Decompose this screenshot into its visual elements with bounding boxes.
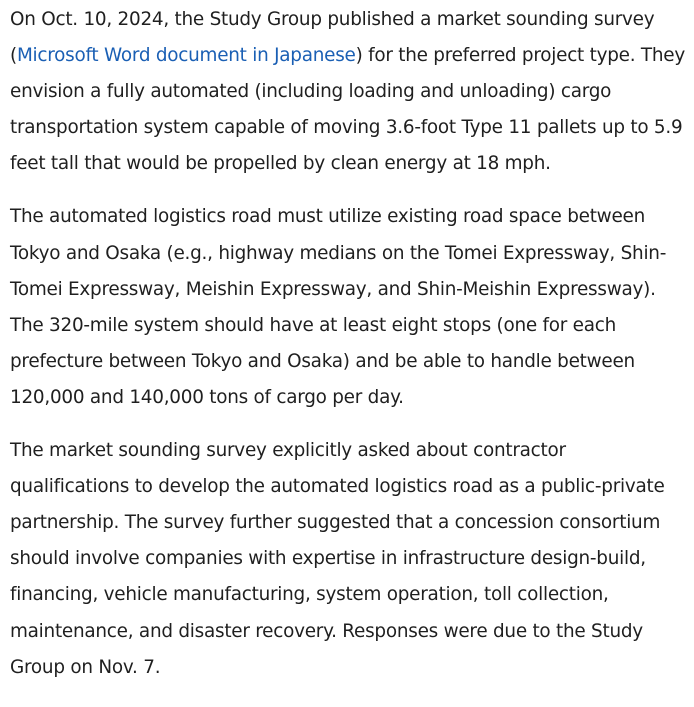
paragraph-survey-intro <box>10 2 690 182</box>
paragraph-text: On Oct. 10, 2024, the Study Group published a market sounding survey ( <box>10 9 655 67</box>
article-body <box>10 2 690 703</box>
paragraph-text: ) for the preferred project type. They envision a fully automated (including loading and unloading) cargo transportation system capable of moving 3.6-foot Type 11 pallets up to 5.9 feet tall that would be propelled by clean energy at 18 mph. <box>10 45 685 175</box>
word-document-link[interactable]: Microsoft Word document in Japanese <box>16 45 356 67</box>
paragraph-contractor-qualifications: The market sounding survey explicitly asked about contractor qualifications to develop the automated logistics road as a public-private partnership. The survey further suggested that a concession consortium should involve companies with expertise in infrastructure design-build, financing, vehicle manufacturing, system operation, toll collection, maintenance, and disaster recovery. Responses were due to the Study Group on Nov. 7. <box>10 440 665 678</box>
paragraph-road-requirements: The automated logistics road must utilize existing road space between Tokyo and Osaka (e.g., highway medians on the Tomei Expressway, Shin-Tomei Expressway, Meishin Expressway, and Shin-Meishin Expressway). The 320-mile system should have at least eight stops (one for each prefecture between Tokyo and Osaka) and be able to handle between 120,000 and 140,000 tons of cargo per day. <box>10 206 667 408</box>
